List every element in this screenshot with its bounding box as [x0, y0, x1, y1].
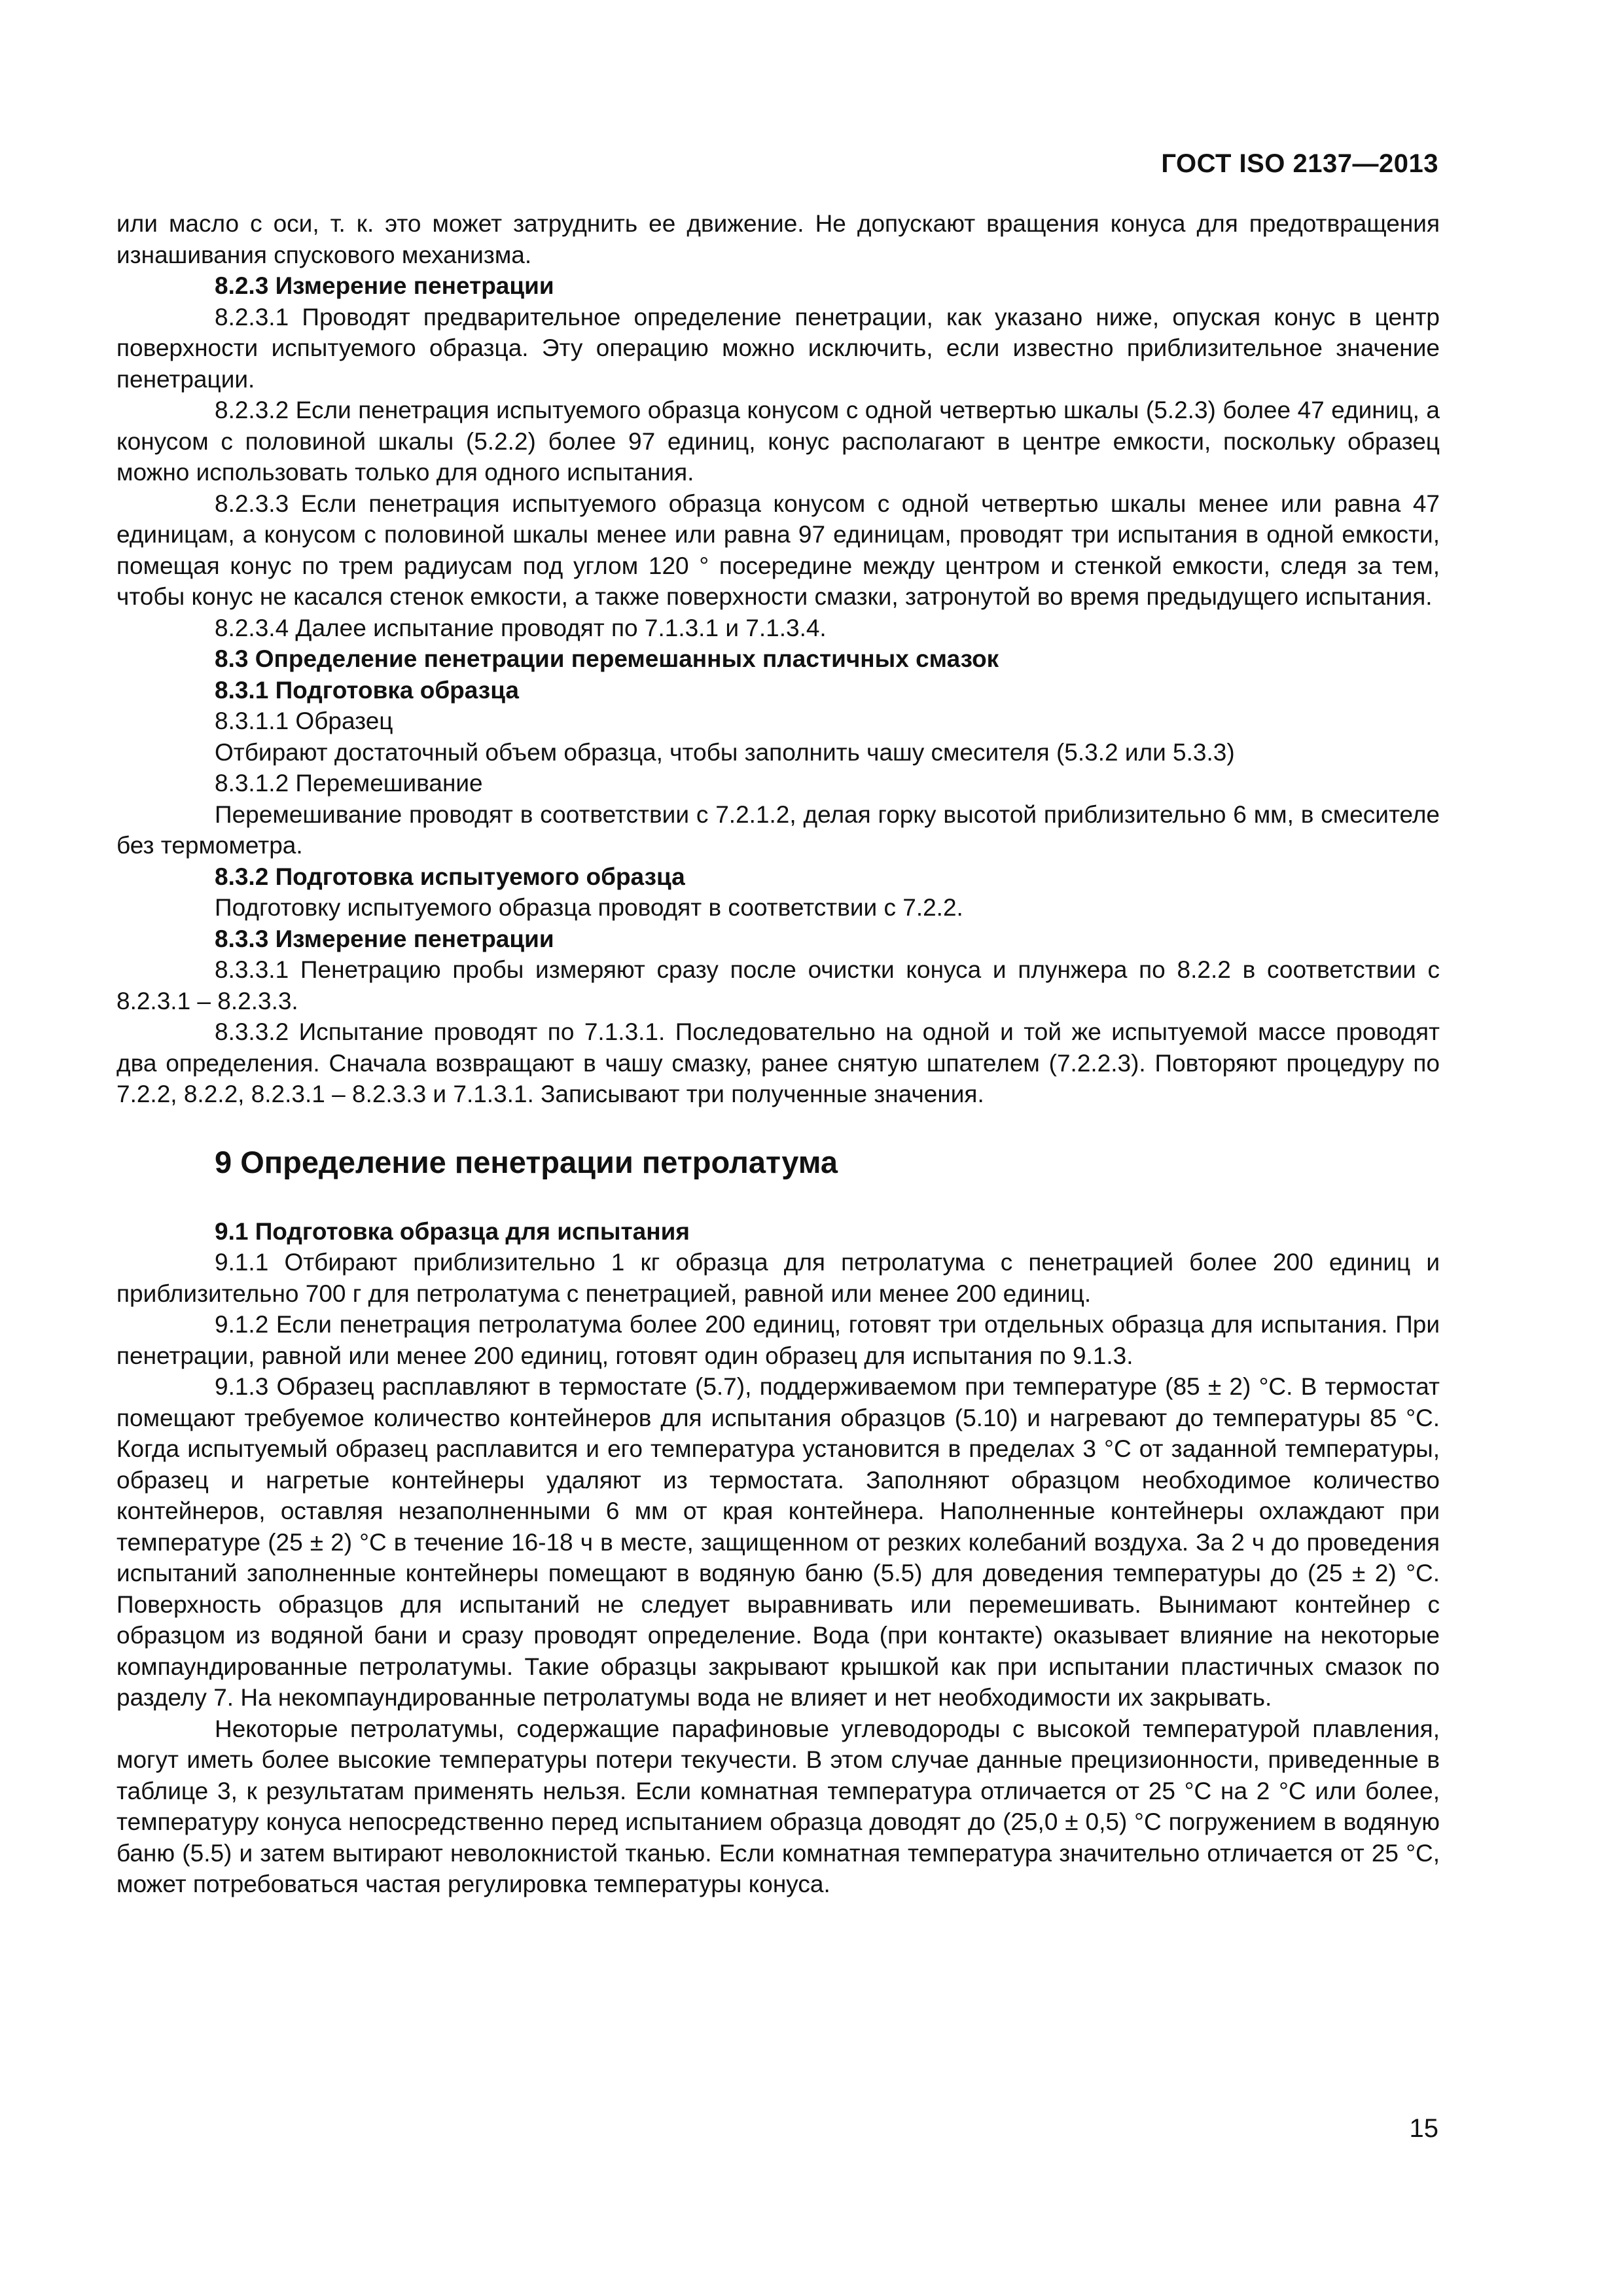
paragraph: 8.2.3.1 Проводят предварительное определение пенетрации, как указано ниже, опуская конус в центр поверхности испытуемого образца. Эту операцию можно исключить, если известно приблизительное значение пенетрации. [116, 303, 1440, 393]
paragraph: Подготовку испытуемого образца проводят в соответствии с 7.2.2. [215, 894, 963, 921]
document-header: ГОСТ ISO 2137—2013 [1161, 149, 1438, 178]
paragraph: Перемешивание проводят в соответствии с 7.2.1.2, делая горку высотой приблизительно 6 мм, в смесителе без термометра. [116, 800, 1440, 859]
subsection-heading: 8.3.1 Подготовка образца [215, 676, 519, 704]
paragraph: 8.2.3.3 Если пенетрация испытуемого образца конусом с одной четвертью шкалы менее или равна 47 единицам, а конусом с половиной шкалы менее или равна 97 единицам, проводят три испытания в одной емкости, помещая конус по трем радиусам под углом 120 ° посередине между центром и стенкой емкости, следя за тем, чтобы конус не касался стенок емкости, а также поверхности смазки, затронутой во время предыдущего испытания. [116, 490, 1440, 610]
document-body [116, 208, 1440, 1900]
paragraph: 9.1.2 Если пенетрация петролатума более 200 единиц, готовят три отдельных образца для испытания. При пенетрации, равной или менее 200 единиц, готовят один образец для испытания по 9.1.3. [116, 1311, 1440, 1369]
subsection-heading: 8.3.2 Подготовка испытуемого образца [215, 863, 685, 890]
paragraph: 8.3.3.2 Испытание проводят по 7.1.3.1. Последовательно на одной и той же испытуемой массе проводят два определения. Сначала возвращают в чашу смазку, ранее снятую шпателем (7.2.2.3). Повторяют процедуру по 7.2.2, 8.2.2, 8.2.3.1 – 8.2.3.3 и 7.1.3.1. Записывают три полученные значения. [116, 1018, 1440, 1107]
page-number: 15 [1409, 2114, 1438, 2143]
text-block-section-8 [116, 208, 1440, 1110]
paragraph: 9.1.3 Образец расплавляют в термостате (5.7), поддерживаемом при температуре (85 ± 2) °С. В термостат помещают требуемое количество контейнеров для испытания образцов (5.10) и нагревают до температуры 85 °С. Когда испытуемый образец расплавится и его температура установится в пределах 3 °С от заданной температуры, образец и нагретые контейнеры удаляют из термостата. Заполняют образцом необходимое количество контейнеров, оставляя незаполненными 6 мм от края контейнера. Наполненные контейнеры охлаждают при температуре (25 ± 2) °С в течение 16-18 ч в месте, защищенном от резких колебаний воздуха. За 2 ч до проведения испытаний заполненные контейнеры помещают в водяную баню (5.5) для доведения температуры до (25 ± 2) °С. Поверхность образцов для испытаний не следует выравнивать или перемешивать. Вынимают контейнер с образцом из водяной бани и сразу проводят определение. Вода (при контакте) оказывает влияние на некоторые компаундированные петролатумы. Такие образцы закрывают крышкой как при испытании пластичных смазок по разделу 7. На некомпаундированные петролатумы вода не влияет и нет необходимости их закрывать. [116, 1373, 1440, 1711]
subsection-heading: 8.2.3 Измерение пенетрации [215, 272, 554, 299]
subsection-heading: 9.1 Подготовка образца для испытания [215, 1217, 690, 1245]
paragraph: 8.3.1.2 Перемешивание [215, 770, 483, 797]
section-heading: 9 Определение пенетрации петролатума [215, 1144, 838, 1179]
paragraph: или масло с оси, т. к. это может затруднить ее движение. Не допускают вращения конуса для предотвращения изнашивания спускового механизма. [116, 210, 1440, 268]
paragraph: 8.2.3.2 Если пенетрация испытуемого образца конусом с одной четвертью шкалы (5.2.3) более 47 единиц, а конусом с половиной шкалы (5.2.2) более 97 единиц, конус располагают в центре емкости, поскольку образец можно использовать только для одного испытания. [116, 397, 1440, 486]
text-block-section-9 [116, 1216, 1440, 1900]
paragraph: 8.2.3.4 Далее испытание проводят по 7.1.3.1 и 7.1.3.4. [215, 614, 827, 641]
paragraph: 8.3.3.1 Пенетрацию пробы измеряют сразу после очистки конуса и плунжера по 8.2.2 в соответствии с 8.2.3.1 – 8.2.3.3. [116, 956, 1440, 1014]
paragraph: Отбирают достаточный объем образца, чтобы заполнить чашу смесителя (5.3.2 или 5.3.3) [215, 738, 1235, 766]
subsection-heading: 8.3.3 Измерение пенетрации [215, 925, 554, 952]
subsection-heading: 8.3 Определение пенетрации перемешанных пластичных смазок [215, 645, 999, 672]
paragraph: Некоторые петролатумы, содержащие парафиновые углеводороды с высокой температурой плавления, могут иметь более высокие температуры потери текучести. В этом случае данные прецизионности, приведенные в таблице 3, к результатам применять нельзя. Если комнатная температура отличается от 25 °С на 2 °С или более, температуру конуса непосредственно перед испытанием образца доводят до (25,0 ± 0,5) °С погружением в водяную баню (5.5) и затем вытирают неволокнистой тканью. Если комнатная температура значительно отличается от 25 °С, может потребоваться частая регулировка температуры конуса. [116, 1715, 1440, 1897]
paragraph: 9.1.1 Отбирают приблизительно 1 кг образца для петролатума с пенетрацией более 200 единиц и приблизительно 700 г для петролатума с пенетрацией, равной или менее 200 единиц. [116, 1249, 1440, 1307]
paragraph: 8.3.1.1 Образец [215, 708, 393, 734]
